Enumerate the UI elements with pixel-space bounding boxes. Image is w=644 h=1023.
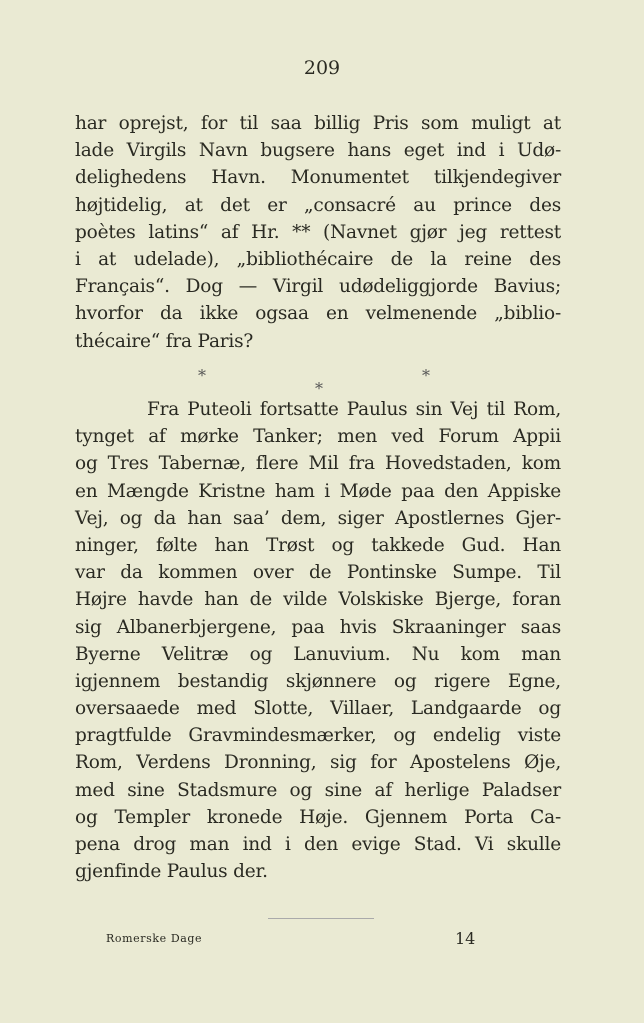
page-number: 209 [303, 57, 341, 79]
text-line: tynget af mørke Tanker; men ved Forum Appii [75, 426, 561, 448]
text-line: ninger, følte han Trøst og takkede Gud. Han [75, 534, 561, 556]
separator-asterisk: * [422, 366, 430, 385]
text-line: Byerne Velitræ og Lanuvium. Nu kom man [75, 643, 561, 665]
text-line: lade Virgils Navn bugsere hans eget ind i Udø- [75, 140, 561, 162]
text-line: Français“. Dog — Virgil udødeliggjorde Bavius; [75, 276, 561, 298]
paragraph-2 [75, 396, 561, 885]
text-line: en Mængde Kristne ham i Møde paa den Appiske [75, 480, 561, 502]
text-line: højtidelig, at det er „consacré au prince des [75, 194, 561, 216]
text-line: oversaaede med Slotte, Villaer, Landgaarde og [75, 698, 561, 720]
text-line: delighedens Havn. Monumentet tilkjendegiver [75, 167, 561, 189]
separator-asterisk: * [198, 366, 206, 385]
text-line: pragtfulde Gravmindesmærker, og endelig viste [75, 725, 561, 747]
text-line: thécaire“ fra Paris? [75, 330, 254, 352]
footer-rule [268, 918, 374, 919]
text-line: hvorfor da ikke ogsaa en velmenende „biblio- [75, 303, 561, 325]
text-line: var da kommen over de Pontinske Sumpe. Til [75, 562, 561, 584]
text-line: sig Albanerbjergene, paa hvis Skraaninger saas [75, 616, 561, 638]
footer-signature-mark: 14 [455, 929, 476, 948]
text-line: og Tres Tabernæ, flere Mil fra Hovedstaden, kom [75, 453, 561, 475]
text-line: og Templer kronede Høje. Gjennem Porta Ca- [75, 806, 561, 828]
text-line: igjennem bestandig skjønnere og rigere Egne, [75, 670, 561, 692]
separator-asterisk: * [315, 379, 323, 398]
footer-book-title: Romerske Dage [106, 932, 203, 945]
text-line: pena drog man ind i den evige Stad. Vi skulle [75, 834, 561, 855]
text-line: i at udelade), „bibliothécaire de la reine des [75, 248, 561, 270]
text-line: har oprejst, for til saa billig Pris som muligt at [75, 113, 561, 134]
text-line: Vej, og da han saa’ dem, siger Apostlernes Gjer- [75, 507, 561, 529]
text-line: poètes latins“ af Hr. ** (Navnet gjør jeg rettest [75, 221, 561, 243]
paragraph-1 [75, 110, 561, 355]
text-line: med sine Stadsmure og sine af herlige Paladser [75, 779, 561, 801]
text-line: Højre havde han de vilde Volskiske Bjerge, foran [75, 589, 561, 611]
text-line: gjenfinde Paulus der. [75, 861, 268, 883]
text-line: Fra Puteoli fortsatte Paulus sin Vej til Rom, [147, 399, 561, 420]
text-line: Rom, Verdens Dronning, sig for Apostelens Øje, [75, 752, 561, 774]
